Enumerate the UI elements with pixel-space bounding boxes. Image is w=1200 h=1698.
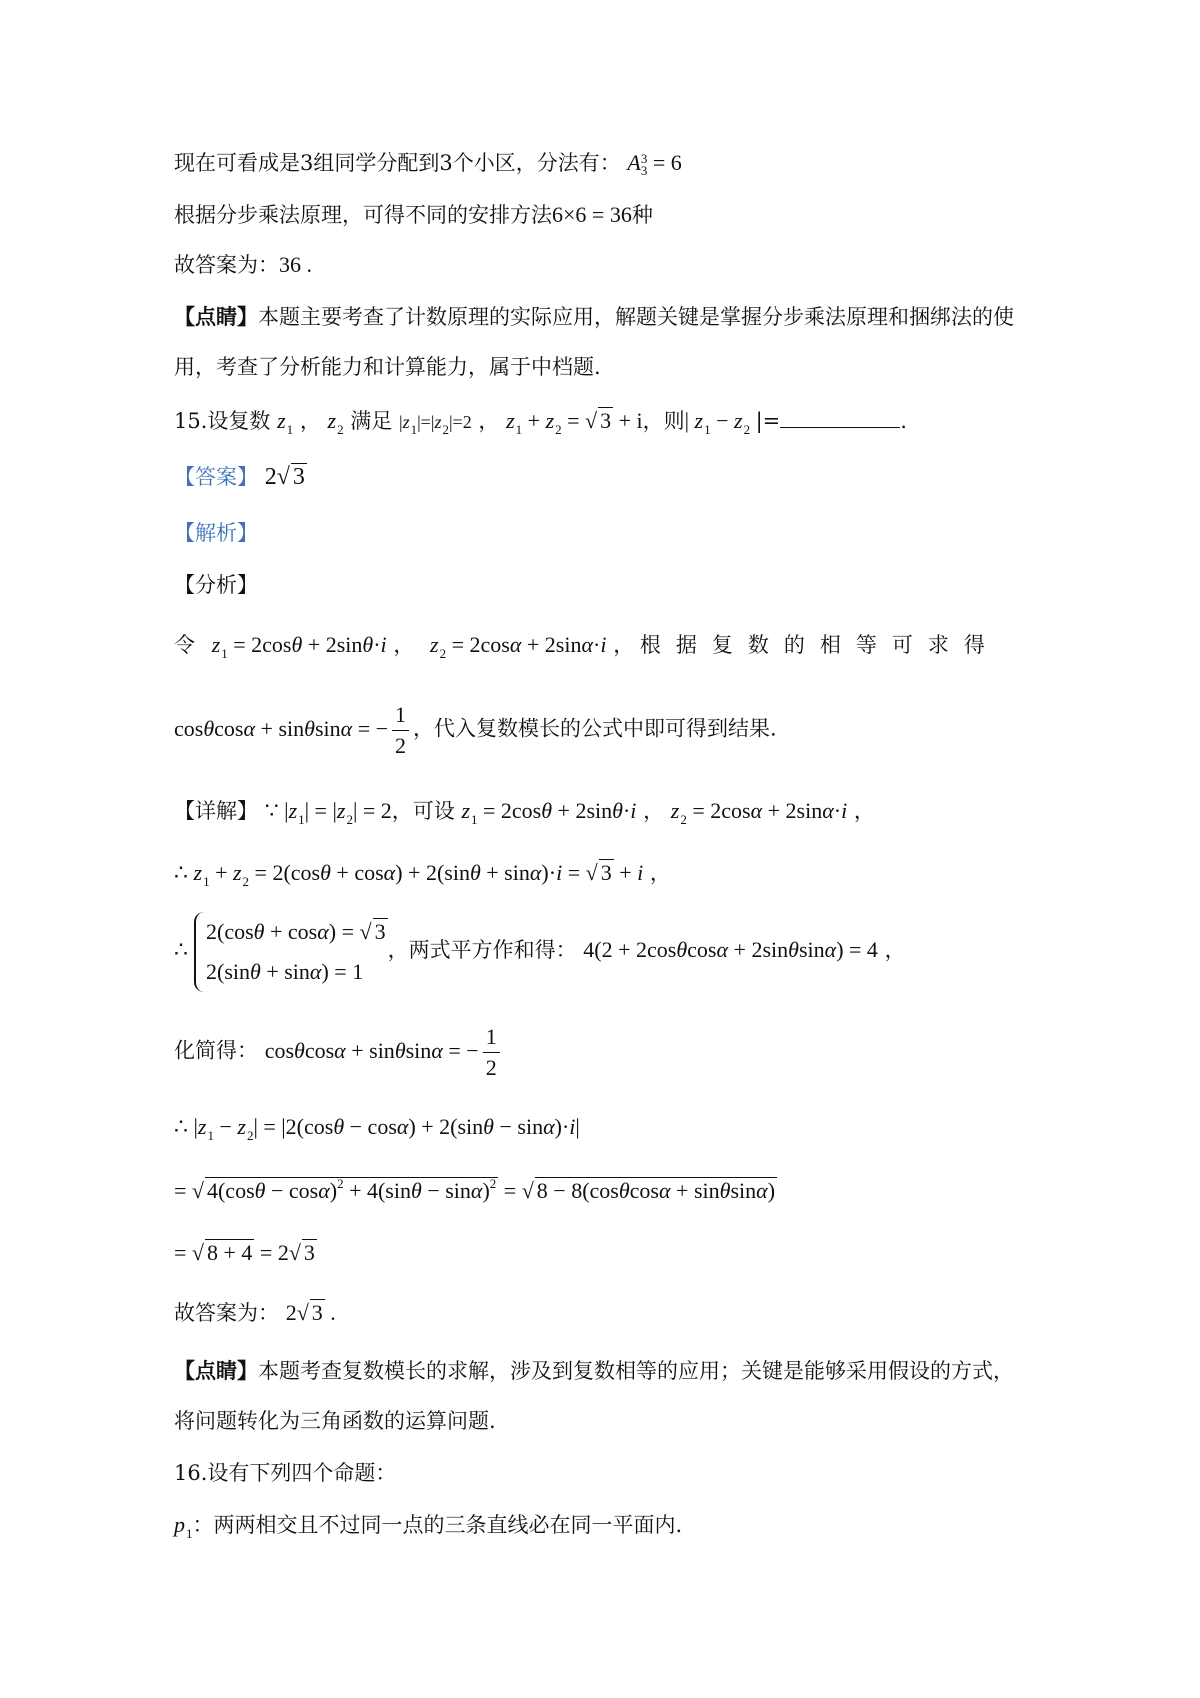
question-15: 15.设复数 $z_1$ ， $z_2$ 满足 $|z_1|=|z_2|=2$ ， $z_1 + z_2$ = √ 3 + i，则| $z_1 - z_2$ |= . — [174, 408, 907, 437]
analysis-line — [174, 518, 258, 548]
para-text: 故答案为： — [174, 253, 279, 277]
question-text: 设复数 — [207, 409, 271, 433]
answer-value: 36 . — [279, 252, 312, 277]
dianjing-tag: 【点睛】 — [174, 304, 258, 329]
math-z2-def: $z_2 = 2\cos\alpha + 2\sin\alpha\cdot i$ — [430, 632, 607, 661]
dianjing-tag: 【点睛】 — [174, 1358, 258, 1383]
math-simplified: cosθcosα + sinθsinα = − $\frac{1}{2}$ — [265, 1038, 504, 1063]
math-sum: $z_1 + z_2$ = √ 3 + i — [506, 408, 643, 437]
math-final: = √ 8 + 4 = 2√ 3 — [174, 1240, 315, 1265]
para-text: 将问题转化为三角函数的运算问题. — [174, 1409, 496, 1433]
fenxi-body-2 — [174, 700, 777, 761]
detail-line-5 — [174, 1112, 580, 1145]
answer-blank — [780, 413, 900, 428]
math-sum-expand: ∴ $z_1 + z_2 = 2(\cos\theta + \cos\alpha) + 2(\sin\theta + \sin\alpha)\cdot i$ = √ 3 + i — [174, 860, 644, 889]
math-z1-def: $z_1 = 2\cos\theta + 2\sin\theta\cdot i$ — [211, 632, 387, 661]
math-z1: $z_1$ — [277, 408, 294, 437]
detail-line-7 — [174, 1238, 317, 1268]
final-answer — [174, 1298, 336, 1328]
detail-line-1: 【详解】 ∵ $|z_1| = |z_2| = 2$，可设 $z_1 = 2\cos\theta + 2\sin\theta\cdot i$ ， $z_2 = 2\cos\alpha + 2\sin\alpha\cdot i$ ， — [174, 798, 875, 827]
text-line-4 — [174, 302, 1014, 332]
math-diff-modulus: ∴ $|z_1 - z_2| = |2(\cos\theta - \cos\alpha) + 2(\sin\theta - \sin\alpha)\cdot i|$ — [174, 1114, 580, 1143]
math-sqrt-expand: = √ $4(\cos\theta - \cos\alpha)^2 + 4(\sin\theta - \sin\alpha)^2$ = √ 8 − 8(cosθcosα + sinθsinα) — [174, 1178, 777, 1203]
prop-label: $p_1$ — [174, 1512, 193, 1541]
para-text: 现在可看成是3组同学分配到3个小区，分法有： — [174, 151, 621, 175]
math-condition: $|z_1|=|z_2|=2$ — [398, 412, 472, 437]
math-expression: 6×6 = 36 — [552, 202, 632, 227]
detail-line-3: ∴ 2(cosθ + cosα) = √ 3 2(sinθ + sinα) = 1 ，两式平方作和得： 4(2 + 2cosθcosα + 2sinθsinα) = 4 ， — [174, 912, 906, 992]
para-text: 种 — [631, 203, 653, 227]
para-text: 根据复数的相等可求得 — [639, 633, 1000, 657]
para-text: 根据分步乘法原理，可得不同的安排方法 — [174, 203, 552, 227]
question-16 — [174, 1458, 396, 1488]
fenxi-body-1: 令 $z_1 = 2\cos\theta + 2\sin\theta\cdot i$ ， $z_2 = 2\cos\alpha + 2\sin\alpha\cdot i$ ， 根据复数的相等可求得 — [174, 632, 1000, 661]
prop-text: ：两两相交且不过同一点的三条直线必在同一平面内. — [192, 1513, 683, 1537]
fenxi-line — [174, 570, 258, 600]
proposition-p1 — [174, 1510, 682, 1543]
question-text: |= — [755, 409, 781, 433]
math-final-answer: 2√ 3 . — [285, 1300, 336, 1325]
para-text: 用，考查了分析能力和计算能力，属于中档题. — [174, 355, 601, 379]
math-abs: | $z_1 - z_2$ — [684, 408, 751, 437]
detail-line-6 — [174, 1176, 777, 1207]
analysis-tag: 【解析】 — [174, 521, 258, 545]
para-text: 令 — [174, 633, 195, 657]
text-line-2 — [174, 200, 653, 230]
text-line-5 — [174, 352, 601, 382]
math-system: ∴ 2(cosθ + cosα) = √ 3 2(sinθ + sinα) = 1 — [174, 937, 388, 962]
detail-line-2: ∴ $z_1 + z_2 = 2(\cos\theta + \cos\alpha) + 2(\sin\theta + \sin\alpha)\cdot i$ = √ 3 + i ， — [174, 860, 671, 889]
answer-math: 2√ 3 — [264, 464, 305, 490]
para-text: 化简得： — [174, 1038, 258, 1063]
para-text: ，两式平方作和得： — [387, 938, 577, 963]
fenxi-tag: 【分析】 — [174, 573, 258, 597]
para-text: ，代入复数模长的公式中即可得到结果. — [413, 716, 777, 741]
detail-tag: 【详解】 — [174, 799, 258, 823]
math-z1-def: $z_1 = 2\cos\theta + 2\sin\theta\cdot i$ — [461, 798, 637, 827]
detail-line-4 — [174, 1022, 504, 1083]
math-z2: $z_2$ — [327, 408, 344, 437]
math-square-sum: 4(2 + 2cosθcosα + 2sinθsinα) = 4 — [583, 937, 878, 963]
dianjing-2 — [174, 1356, 1014, 1386]
para-text: 故答案为： — [174, 1301, 279, 1325]
para-text: 本题考查复数模长的求解，涉及到复数相等的应用；关键是能够采用假设的方式， — [258, 1359, 1014, 1383]
text-line-1 — [174, 148, 682, 178]
text-line-3 — [174, 250, 312, 280]
para-text: ，可设 — [391, 799, 455, 823]
answer-tag: 【答案】 — [174, 465, 258, 489]
answer-line — [174, 462, 307, 492]
math-arrangement: A 3 3 = 6 — [627, 150, 682, 178]
question-number: 15. — [174, 409, 208, 433]
math-z2-def: $z_2 = 2\cos\alpha + 2\sin\alpha\cdot i$ — [670, 798, 848, 827]
math-modulus: ∵ $|z_1| = |z_2| = 2$ — [264, 798, 392, 827]
para-text: 本题主要考查了计数原理的实际应用，解题关键是掌握分步乘法原理和捆绑法的使 — [258, 305, 1014, 329]
question-text: ，则 — [642, 409, 685, 433]
question-text: 满足 — [350, 409, 393, 433]
question-text: 16.设有下列四个命题： — [174, 1461, 397, 1485]
math-result: cosθcosα + sinθsinα = − $\frac{1}{2}$ — [174, 716, 413, 741]
dianjing-2b — [174, 1406, 496, 1436]
